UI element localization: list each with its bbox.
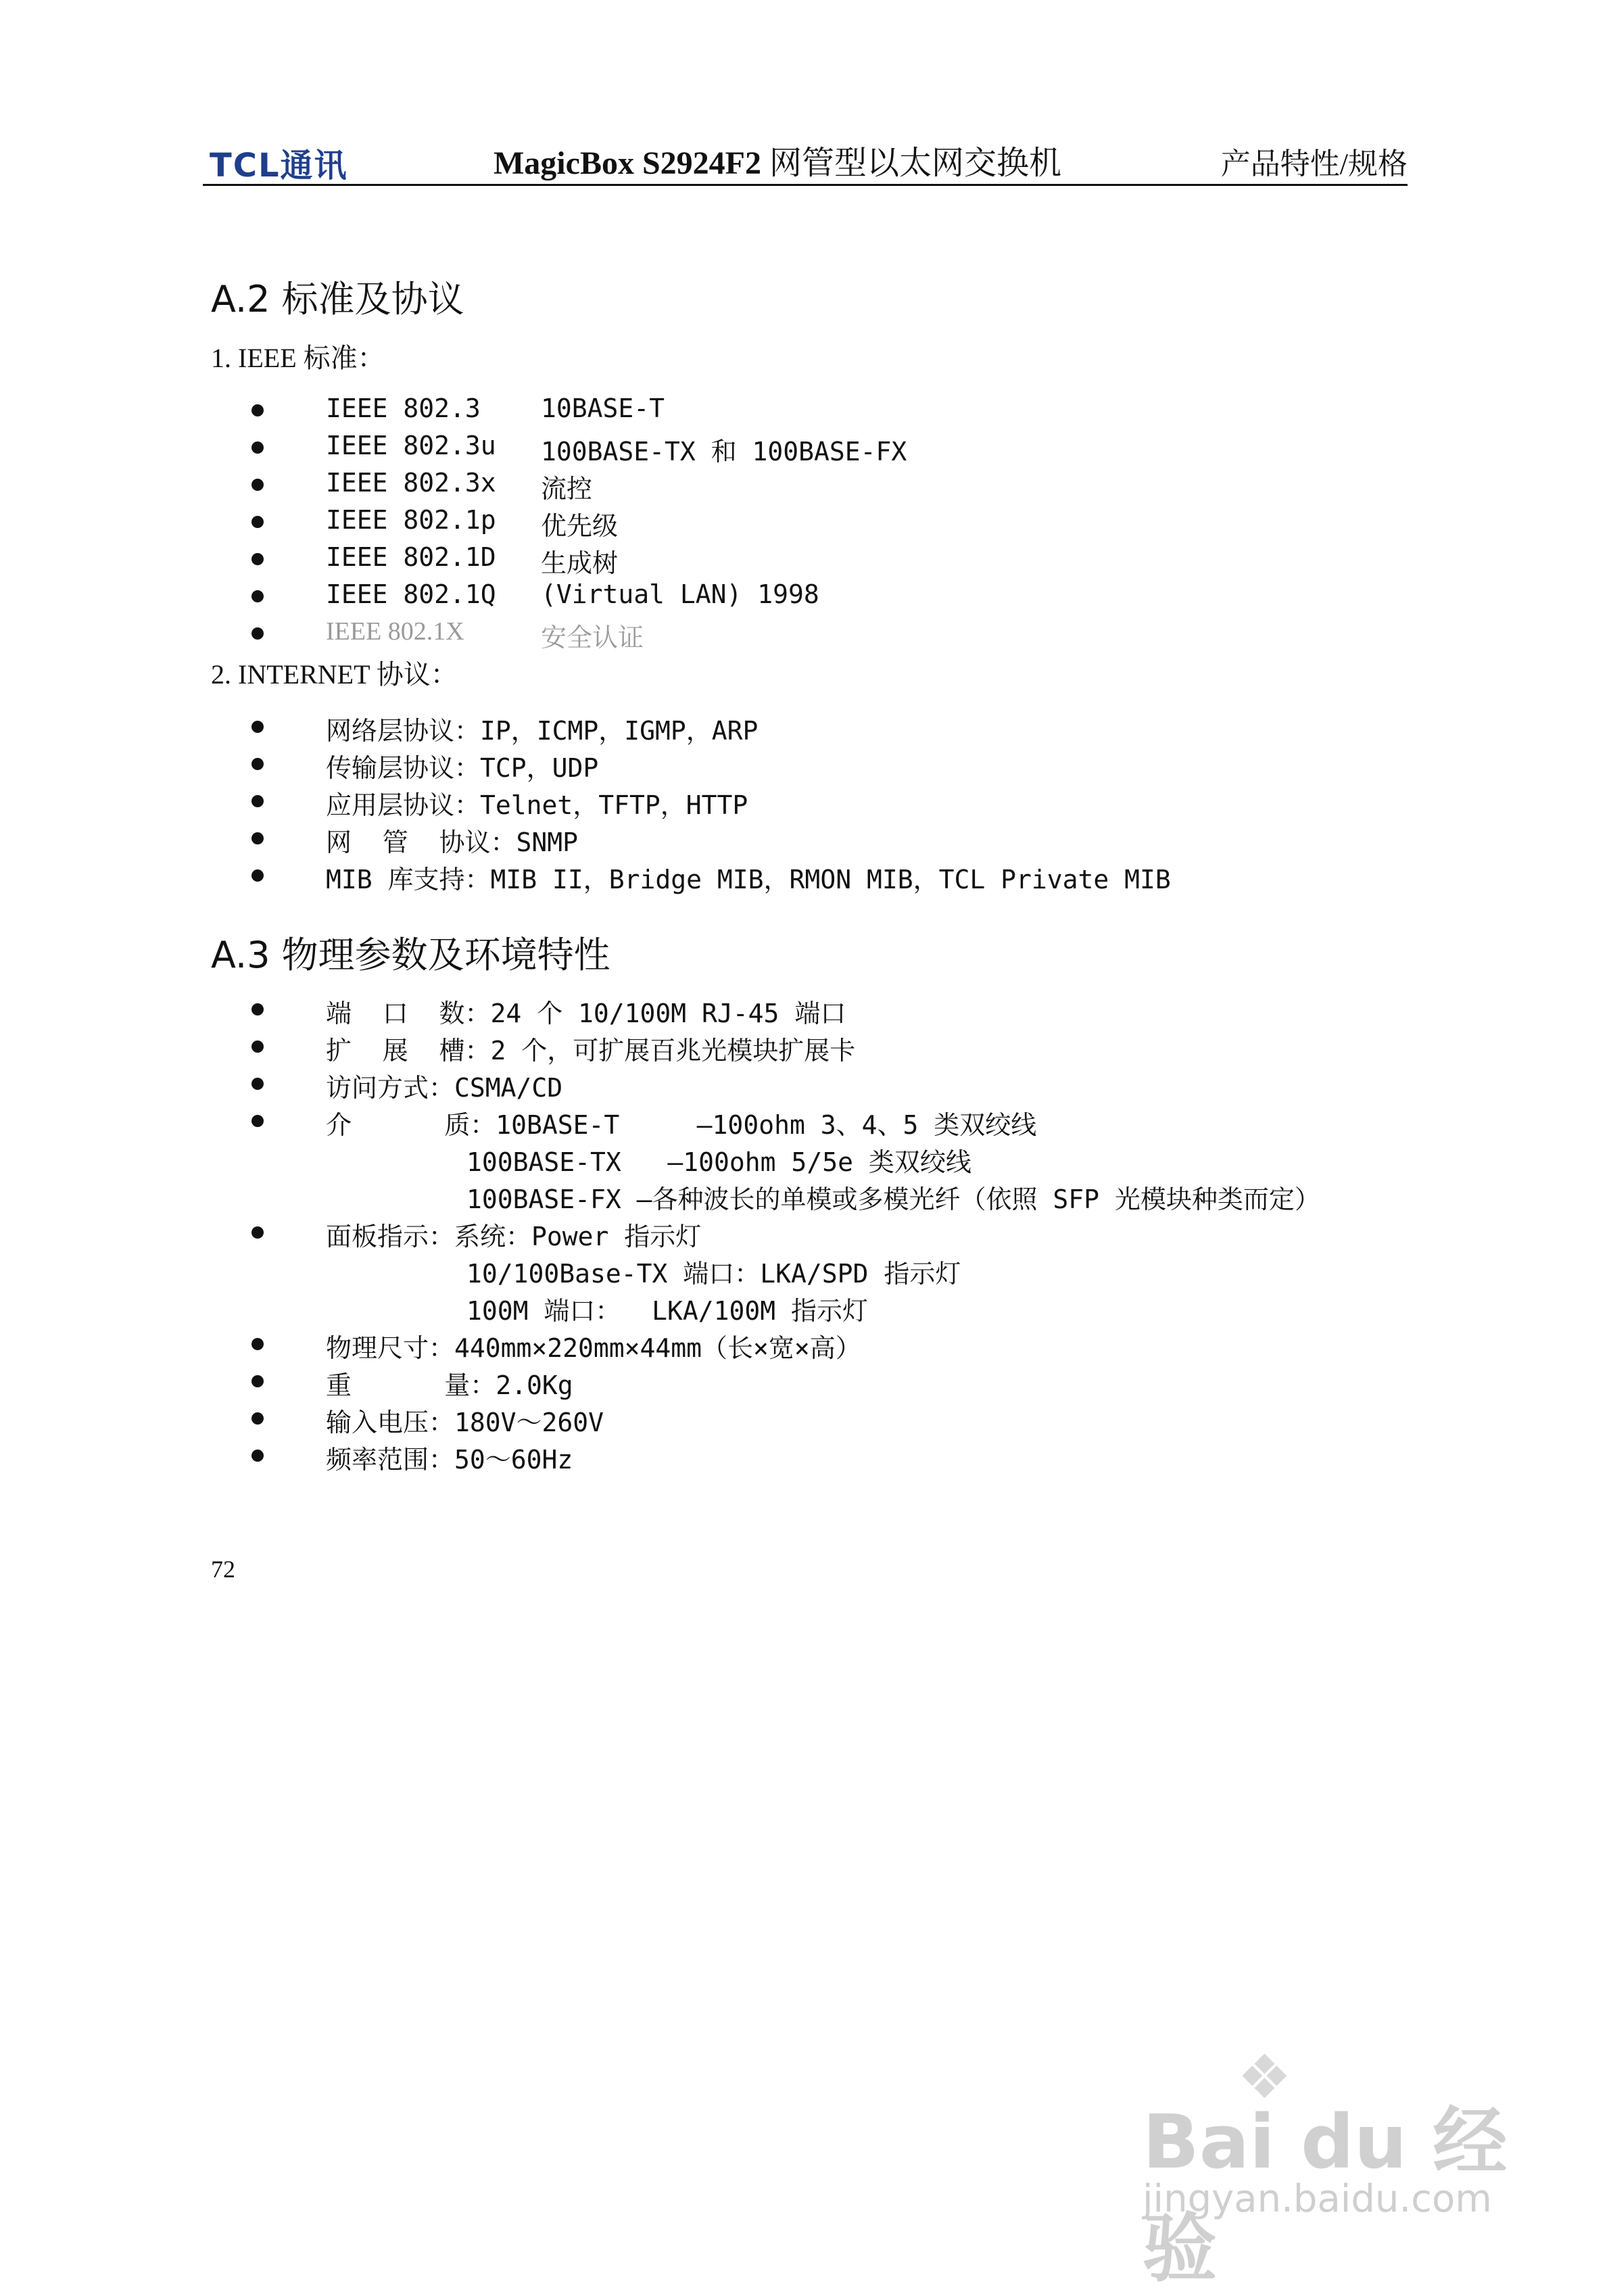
bullet-icon	[251, 1450, 264, 1462]
ieee-desc: 安全认证	[541, 624, 644, 652]
spec-item: 频率范围：50～60Hz	[326, 1445, 573, 1475]
ieee-desc: (Virtual LAN) 1998	[541, 579, 819, 609]
paw-icon: ❖	[1237, 2042, 1292, 2113]
tcl-logo: TCL通讯	[210, 147, 348, 185]
document-title	[494, 137, 1061, 183]
bullet-icon	[251, 1078, 264, 1090]
ieee-std: IEEE 802.3	[326, 393, 481, 423]
baidu-watermark	[1143, 2042, 1521, 2292]
internet-item: 应用层协议：Telnet，TFTP，HTTP	[326, 790, 748, 820]
watermark-main: Bai du 经验	[1143, 2099, 1508, 2292]
bullet-icon	[251, 627, 264, 640]
ieee-desc: 10BASE-T	[541, 393, 665, 423]
ieee-desc: 流控	[541, 474, 593, 504]
bullet-icon	[251, 404, 264, 416]
heading-a3: A.3 物理参数及环境特性	[211, 934, 610, 976]
ieee-desc: 生成树	[541, 548, 619, 578]
spec-item: 物理尺寸：440mm×220mm×44mm（长×宽×高）	[326, 1333, 861, 1363]
spec-item: 输入电压：180V～260V	[326, 1408, 604, 1437]
internet-title: 2. INTERNET 协议：	[211, 659, 458, 690]
spec-item: 扩 展 槽：2 个，可扩展百兆光模块扩展卡	[326, 1036, 856, 1066]
internet-item: 传输层协议：TCP，UDP	[326, 753, 599, 783]
bullet-icon	[251, 479, 264, 491]
bullet-icon	[251, 1115, 264, 1127]
internet-item: MIB 库支持：MIB II，Bridge MIB，RMON MIB，TCL Private MIB	[326, 865, 1171, 894]
bullet-icon	[251, 721, 264, 733]
spec-continuation: 100M 端口： LKA/100M 指示灯	[466, 1296, 869, 1326]
document-title-cn: 网管型以太网交换机	[761, 145, 1061, 181]
spec-item: 介 质：10BASE-T –100ohm 3、4、5 类双绞线	[326, 1110, 1037, 1140]
spec-item: 重 量：2.0Kg	[326, 1370, 573, 1400]
watermark-url: jingyan.baidu.com	[1143, 2177, 1492, 2221]
bullet-icon	[251, 795, 264, 807]
ieee-std: IEEE 802.1p	[326, 505, 496, 535]
spec-item: 端 口 数：24 个 10/100M RJ-45 端口	[326, 999, 846, 1028]
bullet-icon	[251, 590, 264, 602]
bullet-icon	[251, 1338, 264, 1350]
spec-continuation: 10/100Base-TX 端口：LKA/SPD 指示灯	[466, 1259, 961, 1289]
bullet-icon	[251, 1375, 264, 1387]
spec-item: 面板指示：系统：Power 指示灯	[326, 1222, 702, 1251]
page-header	[203, 133, 1408, 186]
spec-continuation: 100BASE-FX –各种波长的单模或多模光纤（依照 SFP 光模块种类而定）	[466, 1185, 1320, 1214]
bullet-icon	[251, 1003, 264, 1015]
ieee-std: IEEE 802.3x	[326, 468, 496, 498]
header-section-label: 产品特性/规格	[1220, 147, 1408, 181]
heading-a2: A.2 标准及协议	[211, 278, 464, 320]
ieee-std: IEEE 802.3u	[326, 431, 496, 460]
bullet-icon	[251, 869, 264, 882]
ieee-desc: 100BASE-TX 和 100BASE-FX	[541, 437, 907, 467]
ieee-desc: 优先级	[541, 511, 619, 541]
bullet-icon	[251, 832, 264, 844]
bullet-icon	[251, 1041, 264, 1053]
spec-continuation: 100BASE-TX –100ohm 5/5e 类双绞线	[466, 1147, 971, 1177]
ieee-std: IEEE 802.1Q	[326, 579, 496, 609]
internet-item: 网络层协议：IP，ICMP，IGMP，ARP	[326, 716, 759, 746]
bullet-icon	[251, 1226, 264, 1239]
bullet-icon	[251, 758, 264, 770]
bullet-icon	[251, 553, 264, 565]
bullet-icon	[251, 516, 264, 528]
page-number: 72	[211, 1556, 235, 1583]
spec-item: 访问方式：CSMA/CD	[326, 1073, 563, 1103]
document-title-en: MagicBox S2924F2	[494, 145, 761, 181]
internet-item: 网 管 协议：SNMP	[326, 828, 579, 857]
bullet-icon	[251, 441, 264, 454]
ieee-std: IEEE 802.1D	[326, 542, 496, 572]
ieee-title: 1. IEEE 标准：	[211, 343, 385, 373]
bullet-icon	[251, 1412, 264, 1425]
ieee-std: IEEE 802.1X	[326, 617, 464, 646]
